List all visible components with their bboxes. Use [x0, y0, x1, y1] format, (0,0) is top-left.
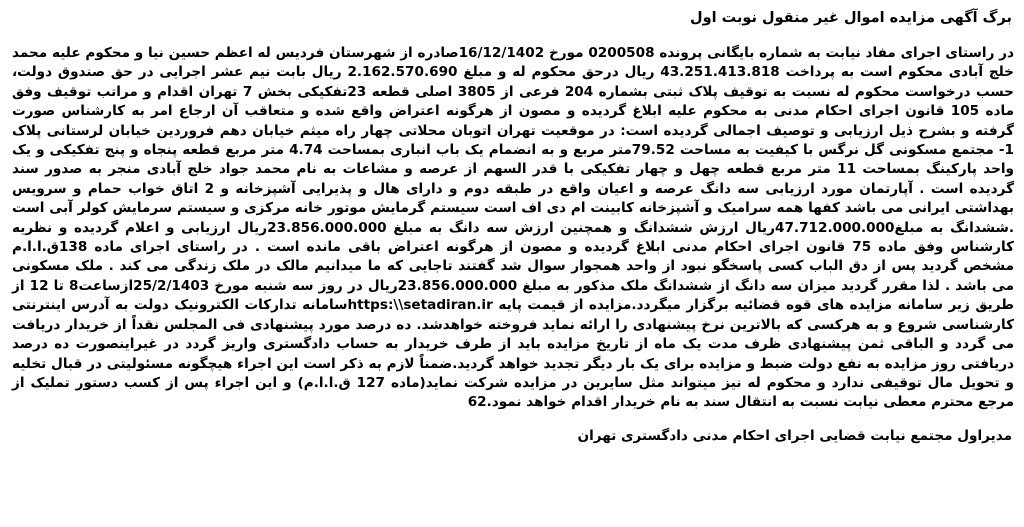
notice-body: در راستای اجرای مفاد نیابت به شماره بایگانی پرونده 0200508 مورخ 16/12/1402صادره از شهرستان فردیس له اعظم حسین نیا و محکوم علیه محمد خلج آبادی محکوم است به پرداخت 43.251.413.818 ریال درحق محکوم له و مبلغ 2.162.570.690 ریال بابت نیم عشر اجرایی در حق صندوق دولت، حسب درخواست محکوم له نسبت به توقیف پلاک ثبتی بشماره 204 فرعی از 3805 اصلی قطعه 23تفکیکی بخش 7 تهران اقدام و مراتب توقیف وفق ماده 105 قانون اجرای احکام مدنی به محکوم علیه ابلاغ گردیده و مصون از هرگونه اعتراض واقع شده و متعاقب آن ارجاع امر به کارشناس صورت گرفته و بشرح ذیل ارزیابی و توصیف اجمالی گردیده است: در موقعیت تهران اتوبان محلاتی چهار راه میثم خیابان دهم فروردین خیابان لرستانی پلاک 1- مجتمع مسکونی گل نرگس با کیفیت به مساحت 79.52متر مربع و به انضمام یک باب انباری بمساحت 4.74 متر مربع قطعه پنجاه و پنج تفکیکی و یک واحد پارکینگ بمساحت 11 متر مربع قطعه چهل و چهار تفکیکی با قدر السهم از عرصه و مشاعات به نام محمد جواد خلج آبادی منجر به صدور سند گردیده است . آپارتمان مورد ارزیابی سه دانگ عرصه و اعیان واقع در طبقه دوم و دارای هال و پذیرایی آشپزخانه و 2 اتاق خواب حمام و سرویس بهداشتی ایرانی می باشد کفها همه سرامیک و آشپزخانه کابینت ام دی اف است سیستم گرمایش موتور خانه مرکزی و سیستم سرمایش کولر آبی است .ششدانگ به مبلغ47.712.000.000ریال ارزش ششدانگ و همچنین ارزش سه دانگ به مبلغ 23.856.000.000ریال ارزیابی و اعلام گردیده و نظریه کارشناس وفق ماده 75 قانون اجرای احکام مدنی ابلاغ گردیده و مصون از هرگونه اعتراض باقی مانده است . در راستای اجرای ماده 138ق.ا.ا.م مشخص گردید پس از دق الباب کسی پاسخگو نبود از واحد همجوار سوال شد گفتند تاجایی که ما میدانیم مالک در ملک زندگی می کند . ملک مسکونی می باشد . لذا مقرر گردید میزان سه دانگ از ششدانگ ملک مذکور به مبلغ 23.856.000.000ریال در روز سه شنبه مورخ 25/2/1403ازساعت8 تا 12 از طریق زیر سامانه مزایده های قوه قضائیه برگزار میگردد.مزایده از قیمت پایه https:\\setadiran.irسامانه تدارکات الکترونیک دولت به آدرس اینترنتی کارشناسی شروع و به هرکسی که بالاترین نرخ پیشنهادی را ارائه نماید فروخته خواهدشد. ده درصد مورد پیشنهادی فی المجلس نقداً از خریدار دریافت می گردد و الباقی ثمن پیشنهادی ظرف مدت یک ماه از تاریخ مزایده باید از طرف خریدار به حساب دادگستری واریز گردد در غیراینصورت ده درصد دریافتی روز مزایده به نفع دولت ضبط و مزایده برای یک بار دیگر تجدید خواهد گردید.ضمناً لازم به ذکر است این اجراء هیچگونه مسئولیتی در قبال تخلیه و تحویل مال توقیفی ندارد و محکوم له نیز میتواند مثل سایرین در مزایده شرکت نماید(ماده 127 ق.ا.ا.م) و این اجراء پس از کسب دستور تملیک از مرجع محترم معطی نیابت نسبت به انتقال سند به نام خریدار اقدام خواهد نمود.62 [12, 45, 1015, 411]
notice-signature: مدیراول مجتمع نیابت قضایی اجرای احکام مدنی دادگستری تهران [577, 427, 1012, 444]
notice-title: برگ آگهی مزایده اموال غیر منقول نوبت اول [690, 10, 1012, 26]
